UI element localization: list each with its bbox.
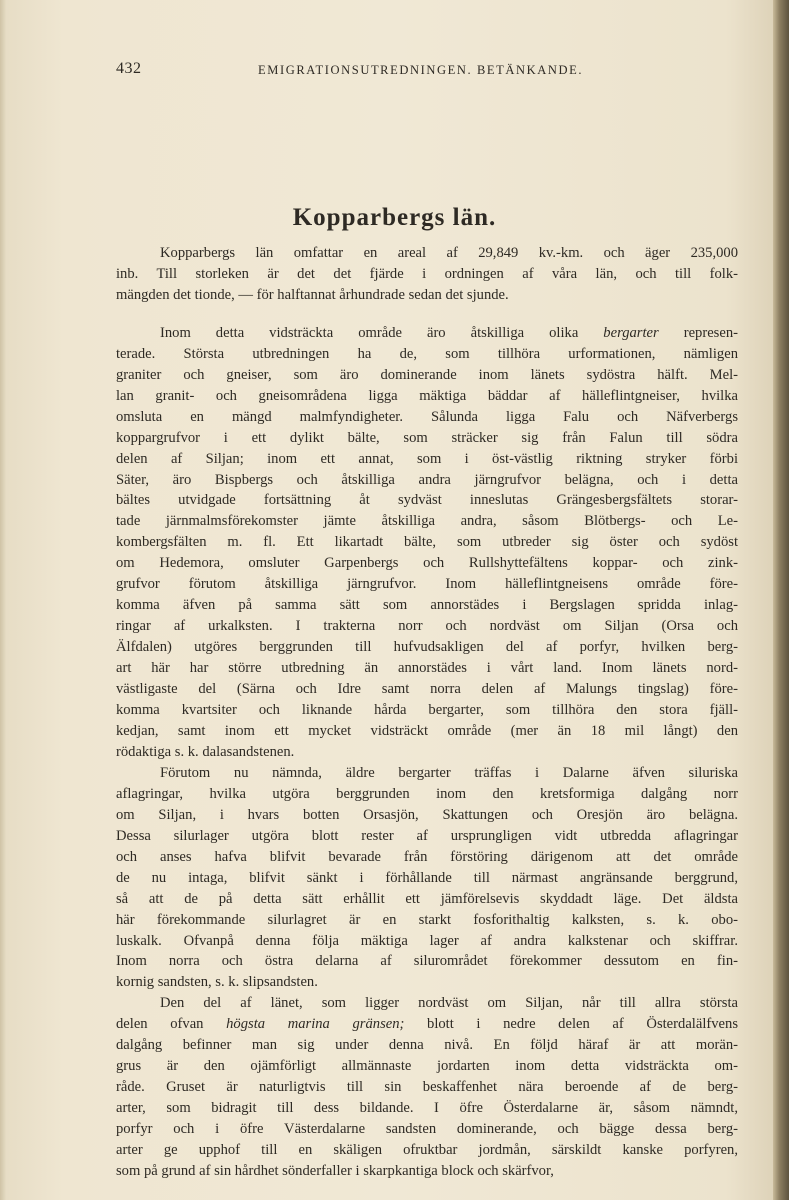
text-line: om Siljan, i hvars botten Orsasjön, Skattungen och Oresjön äro belägna. [116,806,738,823]
text-line [116,323,738,344]
paragraph [116,763,738,993]
paragraph [116,993,738,1182]
section-title: Kopparbergs län. [292,204,497,231]
text-line: Inom norra och östra delarna af silurområdet förekommer dessutom en fin- [116,953,738,970]
running-header [116,60,738,82]
text-line: inb. Till storleken är det det fjärde i ordningen af våra län, och till folk- [116,265,738,282]
text-line: aflagringar, hvilka utgöra berggrunden inom den kretsformiga dalgång norr [116,785,738,802]
text-line: Den del af länet, som ligger nordväst om Siljan, når till allra största [160,995,738,1012]
text-line: luskalk. Ofvanpå denna följa mäktiga lager af andra kalkstenar och skiffrar. [116,932,738,949]
text-line: kedjan, samt inom ett mycket vidsträckt område (mer än 18 mil långt) den [116,722,738,739]
text-line: terade. Största utbredningen ha de, som tillhöra urformationen, nämligen [116,345,738,362]
paragraph-gap [116,306,738,323]
text-line: kornig sandsten, s. k. slipsandsten. [116,974,318,991]
text-line: Kopparbergs län omfattar en areal af 29,849 kv.-km. och äger 235,000 [160,245,738,261]
text-line: dalgång befinner man sig under denna nivå. En följd häraf är att morän- [116,1037,738,1054]
text-line: koppargrufvor i ett dylikt bälte, som sträcker sig från Falun till södra [116,429,738,446]
text-line: Älfdalen) utgöres berggrunden till hufvudsakligen del af porfyr, hvilken berg- [116,639,738,656]
text-line: Säter, äro Bispbergs och åtskilliga andra järngrufvor belägna, och i detta [116,471,738,488]
text-line: arter ge upphof till en skäligen ofruktbar jordmån, särskildt kanske porfyren, [116,1142,738,1159]
text-line: lan granit- och gneisområdena ligga mäktiga bäddar af hälleflintgneiser, hvilka [116,387,738,404]
text-line: råde. Gruset är naturligtvis till sin beskaffenhet nära beroende af de berg- [116,1079,738,1096]
text-line: arter, som bidragit till dess bildande. I öfre Österdalarne är, såsom nämndt, [116,1100,738,1117]
text-line: så att de på detta sätt erhållit ett jämförelsevis skyddadt läge. Det äldsta [116,890,738,907]
text-line: de nu intaga, blifvit sänkt i förhållande till närmast angränsande berggrund, [116,869,738,886]
text-line: grufvor förutom åtskilliga järngrufvor. Inom hälleflintgneisens område före- [116,576,738,593]
text-segment: Inom detta vidsträckta område äro åtskilliga olika [160,324,604,341]
text-segment: blott i nedre delen af Österdalälfvens [404,1016,738,1033]
italic-term: högsta marina gränsen; [226,1016,405,1033]
page-number: 432 [116,60,142,77]
text-segment: delen ofvan [116,1016,227,1033]
text-line: komma kvartsiter och liknande hårda bergarter, som tillhöra den stora fjäll- [116,702,738,719]
text-line: Förutom nu nämnda, äldre bergarter träffas i Dalarne äfven siluriska [160,764,738,781]
paragraph [116,323,738,763]
page-edge-shadow [773,0,789,1200]
text-line: Dessa silurlager utgöra blott rester af ursprungligen vidt utbredda aflagringar [116,827,738,844]
text-line: porfyr och i öfre Västerdalarne sandsten dominerande, och bägge dessa berg- [116,1121,738,1138]
text-line: här förekommande silurlagret är en starkt fosforithaltig kalksten, s. k. obo- [116,911,738,928]
text-line: om Hedemora, omsluter Garpenbergs och Rullshyttefältens koppar- och zink- [116,555,738,572]
paragraph [116,243,738,306]
text-line: bältes utvidgade fortsättning åt sydväst inneslutas Grängesbergsfältets storar- [116,492,738,509]
text-line: art här har större utbredning än annorstädes i vårt land. Inom länets nord- [116,660,738,677]
body-text [116,243,738,1182]
text-line: graniter och gneiser, som äro dominerande inom länets sydöstra hälft. Mel- [116,366,738,383]
text-line: omsluta en mängd malmfyndigheter. Sålunda ligga Falu och Näfverbergs [116,408,738,425]
text-line: komma äfven på samma sätt som annorstädes i Bergslagen spridda inlag- [116,597,738,614]
text-line: tade järnmalmsförekomster jämte åtskilliga andra, såsom Blötbergs- och Le- [116,513,738,530]
text-segment: represen- [658,324,738,341]
text-line: delen af Siljan; inom ett annat, som i öst-västlig riktning stryker förbi [116,450,738,467]
text-line: kombergsfälten m. fl. Ett likartadt bälte, som utbreder sig öster och sydöst [116,534,738,551]
header-title: EMIGRATIONSUTREDNINGEN. BETÄNKANDE. [258,63,584,77]
text-line: mängden det tionde, — för halftannat århundrade sedan det sjunde. [116,286,509,303]
text-line: rödaktiga s. k. dalasandstenen. [116,743,295,760]
text-line: grus är den ojämförligt allmännaste jordarten inom detta vidsträckta om- [116,1058,738,1075]
text-line: ringar af urkalksten. I trakterna norr och nordväst om Siljan (Orsa och [116,618,738,635]
italic-term: bergarter [603,324,659,341]
text-line: och anses hafva blifvit bevarade från förstöring därigenom att det område [116,848,738,865]
text-line: västligaste del (Särna och Idre samt norra delen af Malungs tingslag) före- [116,681,738,698]
text-line: som på grund af sin hårdhet sönderfaller i skarpkantiga block och skärfvor, [116,1162,554,1179]
page-gutter-shadow [0,0,6,1200]
text-line [116,1014,738,1035]
